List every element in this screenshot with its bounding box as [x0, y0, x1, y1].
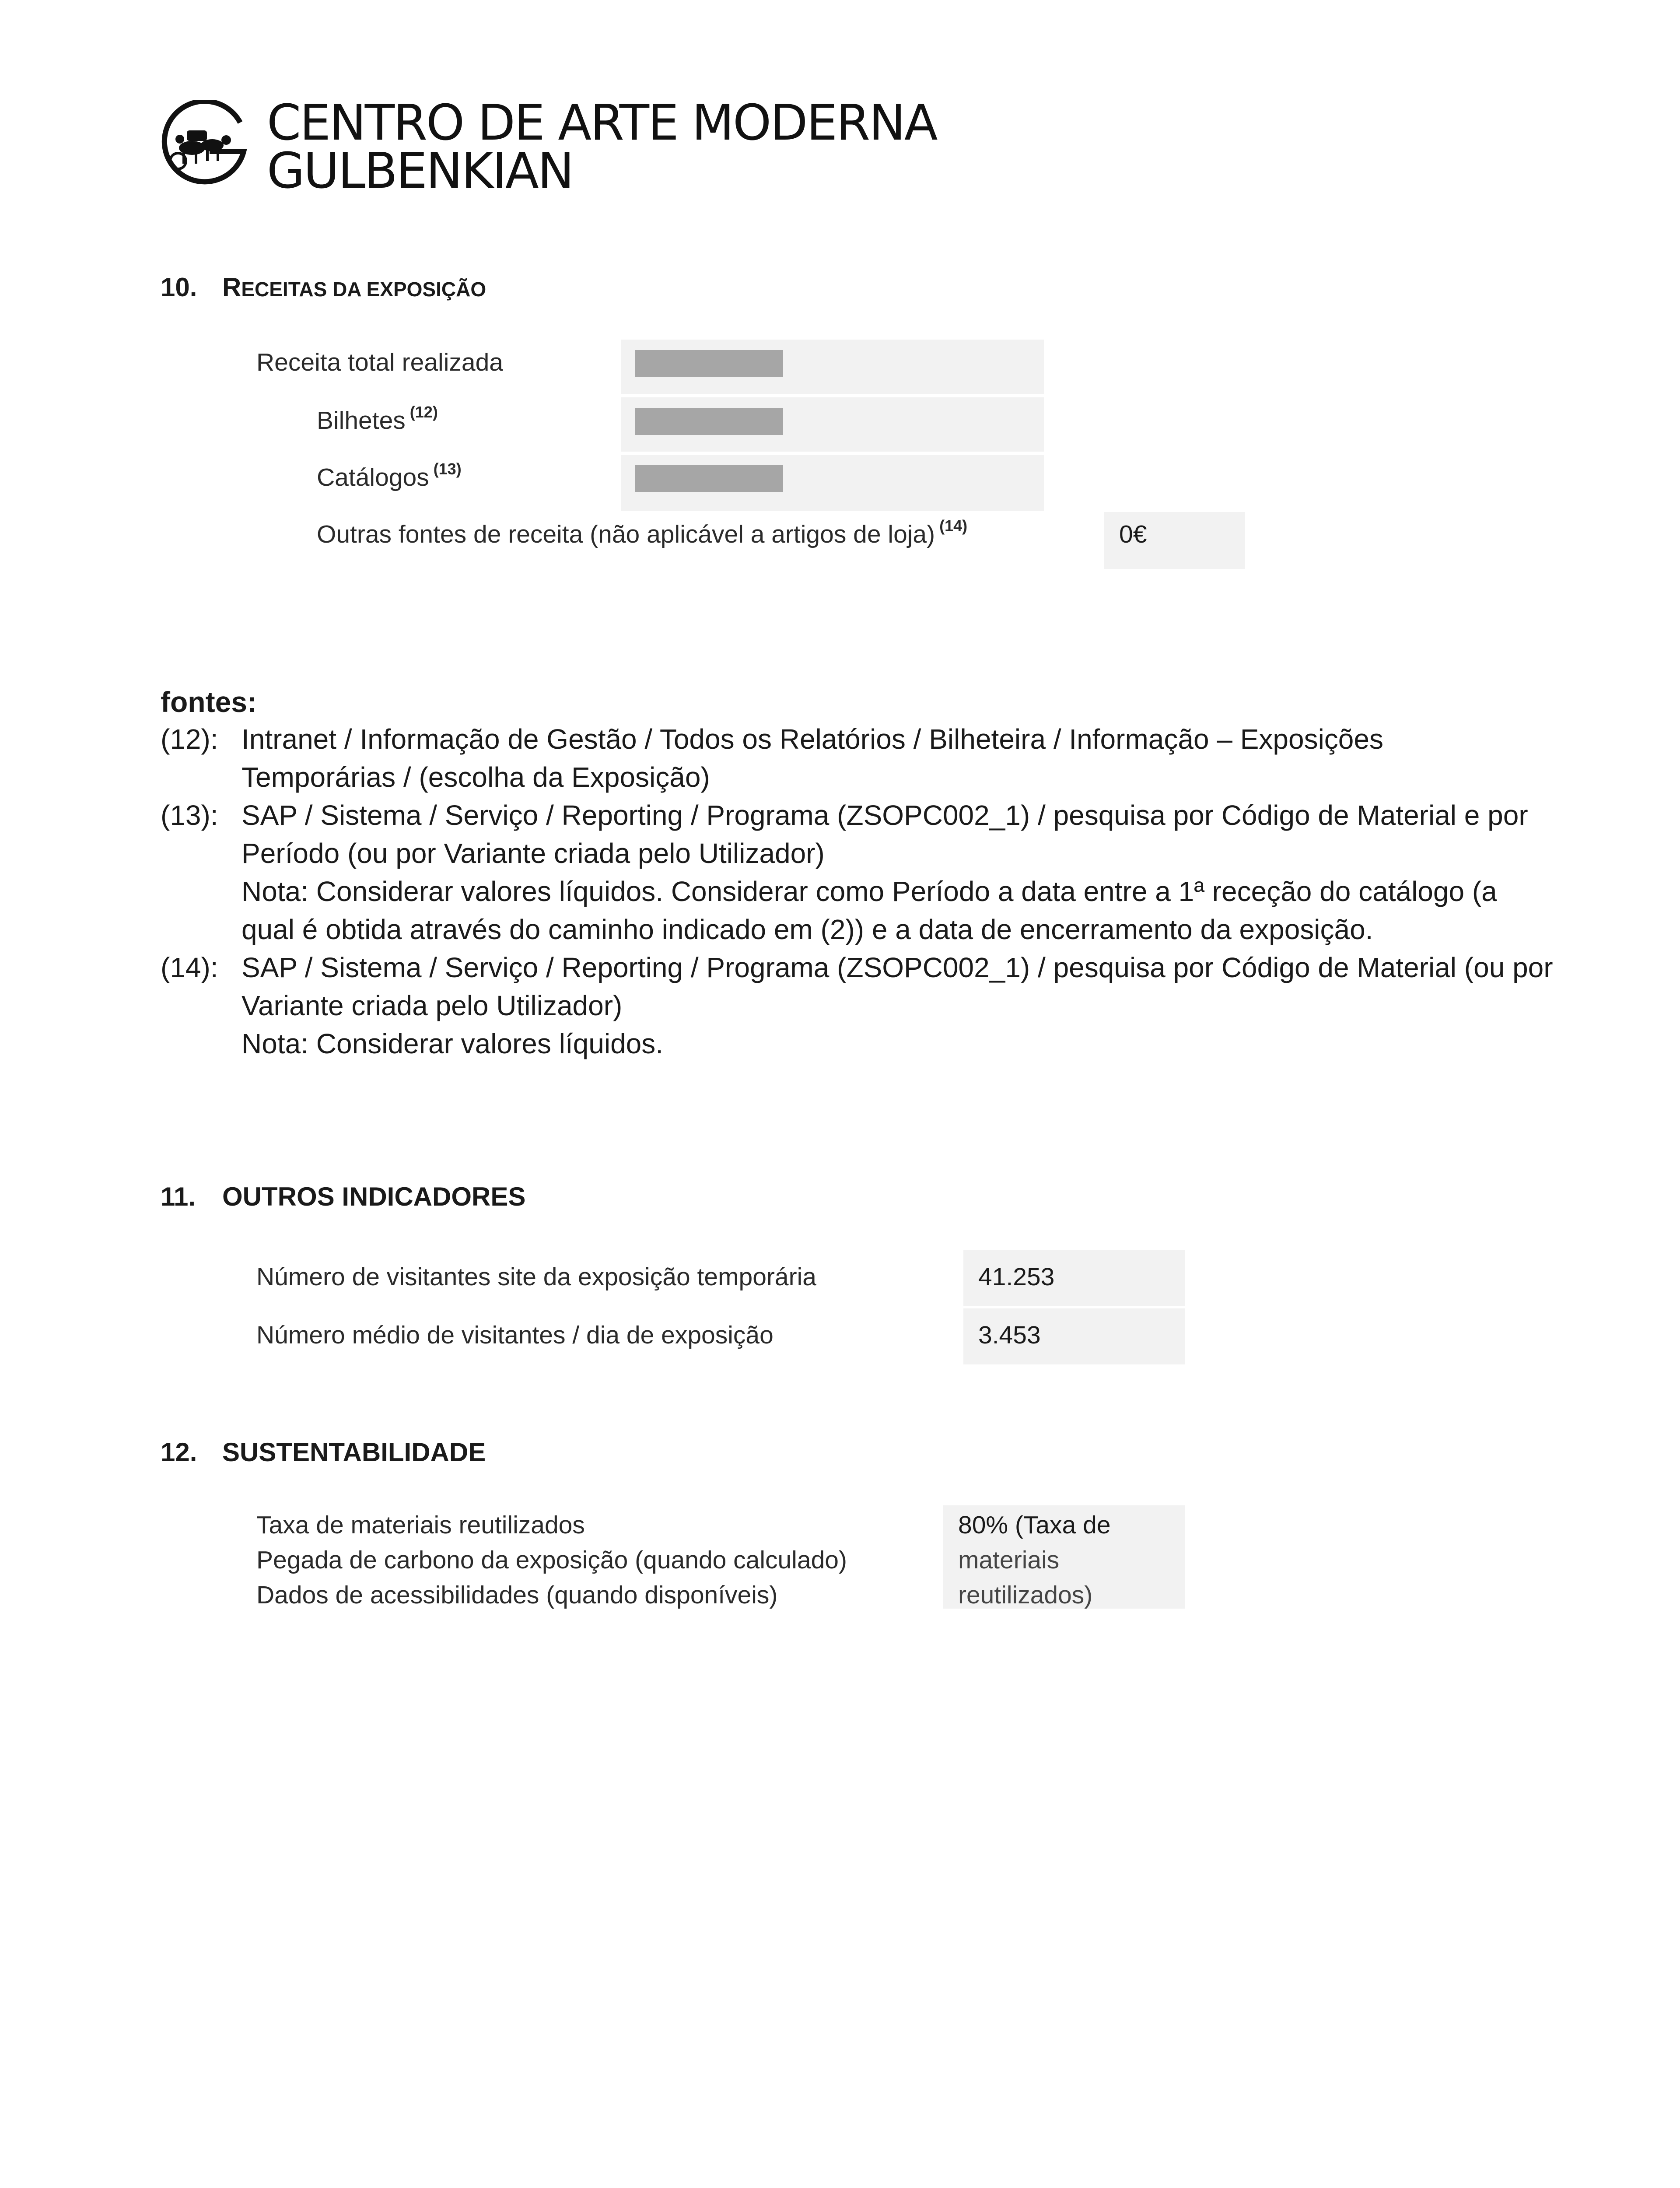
sustentabilidade-value-line2: materiais [958, 1546, 1060, 1574]
visitantes-site-value: 41.253 [978, 1263, 1055, 1291]
fonte-12-line1: Intranet / Informação de Gestão / Todos os Relatórios / Bilheteira / Informação – Exposições [242, 723, 1383, 755]
pegada-carbono-label: Pegada de carbono da exposição (quando calculado) [256, 1546, 847, 1574]
fonte-12-line2: Temporárias / (escolha da Exposição) [242, 761, 710, 793]
fonte-14-line2: Variante criada pelo Utilizador) [242, 990, 623, 1021]
section-10-number: 10. [161, 273, 197, 302]
visitantes-dia-value: 3.453 [978, 1321, 1041, 1349]
fonte-13-line1: SAP / Sistema / Serviço / Reporting / Programa (ZSOPC002_1) / pesquisa por Código de Material e por [242, 799, 1528, 831]
section-10-title [222, 272, 486, 302]
fonte-14-key: (14): [161, 952, 218, 983]
fonte-14-line3: Nota: Considerar valores líquidos. [242, 1028, 664, 1059]
logo-title-line1: CENTRO DE ARTE MODERNA [267, 95, 937, 151]
receita-total-redacted [635, 350, 783, 377]
outras-fontes-footnote-ref: (14) [939, 517, 968, 535]
visitantes-site-label: Número de visitantes site da exposição temporária [256, 1263, 816, 1291]
sustentabilidade-value-line1: 80% (Taxa de [958, 1511, 1111, 1539]
section-11-number: 11. [161, 1182, 196, 1211]
sustentabilidade-value-line3: reutilizados) [958, 1581, 1093, 1609]
fonte-13-key: (13): [161, 799, 218, 831]
logo-title-line2: GULBENKIAN [267, 143, 573, 200]
taxa-materiais-label: Taxa de materiais reutilizados [256, 1511, 585, 1539]
section-10-title-rest: ECEITAS DA EXPOSIÇÃO [241, 278, 486, 301]
outras-fontes-label [317, 517, 968, 549]
section-10-title-initial: R [222, 273, 242, 302]
bilhetes-label-text: Bilhetes [317, 407, 406, 435]
catalogos-redacted [635, 465, 783, 492]
catalogos-label-text: Catálogos [317, 463, 429, 491]
fonte-12-key: (12): [161, 723, 218, 755]
bilhetes-redacted [635, 408, 783, 435]
fonte-13-line4: qual é obtida através do caminho indicado em (2)) e a data de encerramento da exposição. [242, 914, 1373, 945]
catalogos-footnote-ref: (13) [433, 460, 462, 478]
catalogos-label [317, 460, 462, 492]
fontes-heading: fontes: [161, 686, 257, 718]
visitantes-dia-label: Número médio de visitantes / dia de exposição [256, 1321, 774, 1349]
section-12-number: 12. [161, 1438, 197, 1467]
bilhetes-label [317, 403, 438, 435]
acessibilidades-label: Dados de acessibilidades (quando disponíveis) [256, 1581, 778, 1609]
fonte-14-line1: SAP / Sistema / Serviço / Reporting / Programa (ZSOPC002_1) / pesquisa por Código de Material (ou por [242, 952, 1553, 983]
outras-fontes-value: 0€ [1119, 520, 1147, 548]
fonte-13-line2: Período (ou por Variante criada pelo Utilizador) [242, 838, 825, 869]
bilhetes-footnote-ref: (12) [410, 403, 438, 421]
fonte-13-line3: Nota: Considerar valores líquidos. Considerar como Período a data entre a 1ª receção do catálogo (a [242, 876, 1497, 907]
outras-fontes-label-text: Outras fontes de receita (não aplicável a artigos de loja) [317, 520, 935, 548]
receita-total-label: Receita total realizada [256, 348, 503, 376]
gulbenkian-logo-icon [161, 100, 250, 190]
section-11-title: OUTROS INDICADORES [222, 1182, 526, 1211]
section-12-title: SUSTENTABILIDADE [222, 1438, 486, 1467]
